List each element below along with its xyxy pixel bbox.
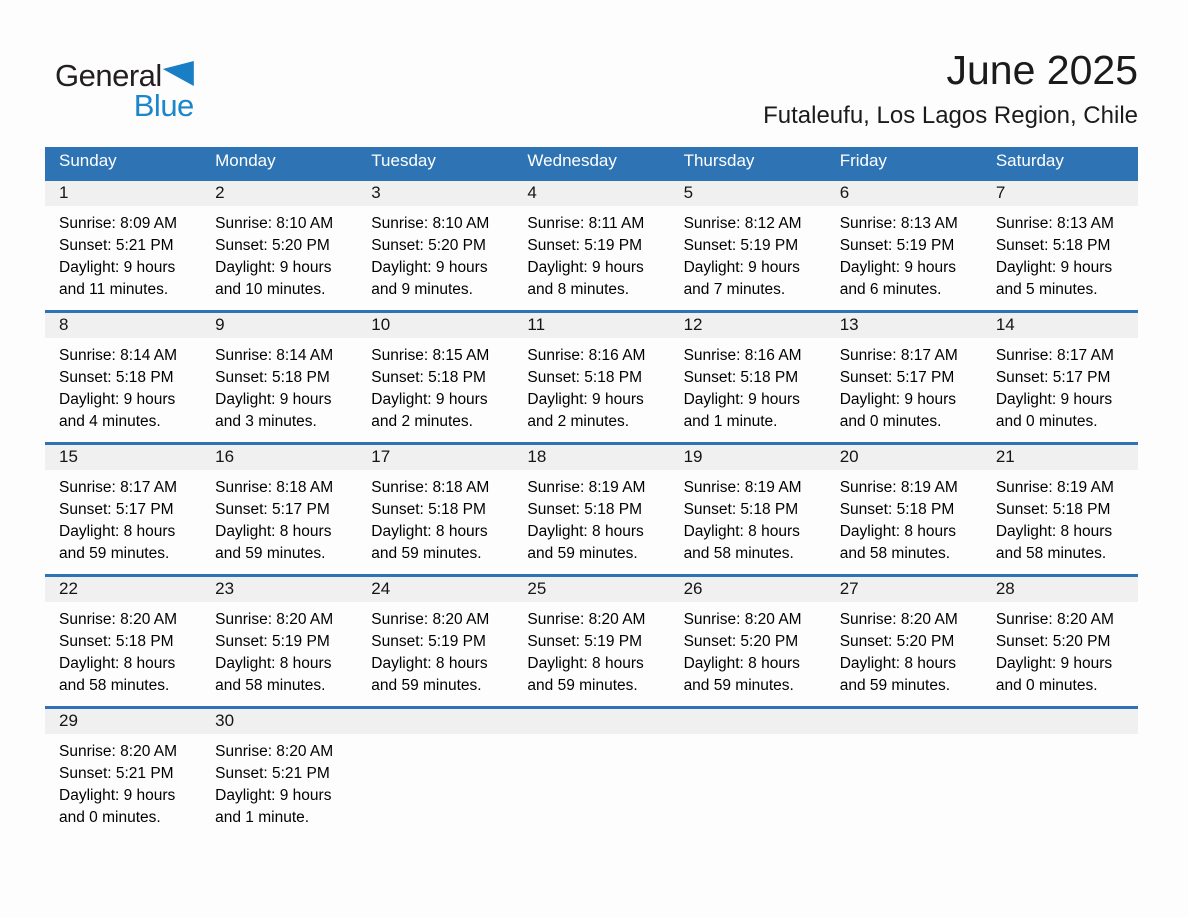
sunset-text: Sunset: 5:18 PM [59, 369, 174, 387]
sunrise-text: Sunrise: 8:15 AM [371, 347, 490, 365]
weekday-header-saturday: Saturday [982, 147, 1138, 179]
sunrise-text: Sunrise: 8:19 AM [995, 479, 1114, 497]
day-cell [826, 179, 982, 311]
logo-triangle-icon [163, 61, 194, 86]
daylight-text: Daylight: 9 hours and 2 minutes. [527, 391, 644, 431]
page-title: June 2025 [946, 47, 1138, 93]
day-number: 22 [45, 577, 201, 603]
daylight-text: Daylight: 9 hours and 0 minutes. [995, 655, 1113, 695]
day-details [670, 602, 826, 697]
sunrise-text: Sunrise: 8:20 AM [527, 611, 646, 629]
day-cell [513, 311, 669, 443]
day-details [201, 206, 357, 301]
daylight-text: Daylight: 9 hours and 8 minutes. [527, 259, 644, 299]
day-details [982, 338, 1138, 433]
day-number: 26 [670, 577, 826, 603]
day-cell [45, 179, 201, 311]
sunrise-text: Sunrise: 8:17 AM [839, 347, 958, 365]
daylight-text: Daylight: 8 hours and 59 minutes. [683, 655, 800, 695]
sunset-text: Sunset: 5:19 PM [683, 237, 799, 255]
daylight-text: Daylight: 9 hours and 1 minute. [683, 391, 800, 431]
day-details [357, 338, 513, 433]
sunrise-text: Sunrise: 8:20 AM [59, 743, 178, 761]
sunset-text: Sunset: 5:19 PM [215, 633, 330, 651]
day-number [357, 709, 513, 734]
day-number: 29 [45, 709, 201, 735]
sunset-text: Sunset: 5:21 PM [215, 765, 330, 783]
day-details [45, 338, 201, 433]
sunset-text: Sunset: 5:19 PM [527, 237, 643, 255]
calendar-table [45, 147, 1138, 839]
day-cell [826, 443, 982, 575]
day-number: 8 [45, 313, 201, 339]
sunset-text: Sunset: 5:21 PM [59, 765, 174, 783]
day-details [201, 602, 357, 697]
sunrise-text: Sunrise: 8:11 AM [527, 215, 645, 233]
empty-day-cell [670, 707, 826, 839]
sunset-text: Sunset: 5:20 PM [683, 633, 799, 651]
calendar-wrap [45, 147, 1138, 839]
sunrise-text: Sunrise: 8:10 AM [371, 215, 490, 233]
day-number: 20 [826, 445, 982, 471]
page-header [0, 0, 1188, 130]
day-cell [45, 443, 201, 575]
day-cell [201, 707, 357, 839]
day-details [826, 206, 982, 301]
day-details [826, 338, 982, 433]
sunrise-text: Sunrise: 8:20 AM [215, 611, 334, 629]
sunrise-text: Sunrise: 8:20 AM [59, 611, 178, 629]
day-details [826, 470, 982, 565]
day-cell [513, 575, 669, 707]
day-cell [45, 311, 201, 443]
daylight-text: Daylight: 9 hours and 10 minutes. [215, 259, 332, 299]
day-number: 24 [357, 577, 513, 603]
day-details [982, 470, 1138, 565]
daylight-text: Daylight: 8 hours and 59 minutes. [839, 655, 957, 695]
sunrise-text: Sunrise: 8:18 AM [371, 479, 490, 497]
sunset-text: Sunset: 5:18 PM [683, 501, 799, 519]
daylight-text: Daylight: 9 hours and 3 minutes. [215, 391, 332, 431]
day-details [45, 206, 201, 301]
sunrise-text: Sunrise: 8:16 AM [683, 347, 802, 365]
sunset-text: Sunset: 5:18 PM [215, 369, 330, 387]
day-number: 14 [982, 313, 1138, 339]
sunrise-text: Sunrise: 8:20 AM [995, 611, 1114, 629]
day-number: 4 [513, 181, 669, 207]
logo-blue-text: Blue [133, 88, 194, 123]
title-block [763, 42, 1138, 130]
sunset-text: Sunset: 5:17 PM [995, 369, 1111, 387]
daylight-text: Daylight: 9 hours and 9 minutes. [371, 259, 488, 299]
daylight-text: Daylight: 9 hours and 0 minutes. [839, 391, 957, 431]
daylight-text: Daylight: 8 hours and 59 minutes. [371, 655, 488, 695]
daylight-text: Daylight: 8 hours and 58 minutes. [215, 655, 332, 695]
weekday-header-row [45, 147, 1138, 179]
weekday-header-thursday: Thursday [670, 147, 826, 179]
weekday-header-sunday: Sunday [45, 147, 201, 179]
day-details [357, 602, 513, 697]
day-cell [357, 179, 513, 311]
day-details [513, 338, 669, 433]
sunset-text: Sunset: 5:17 PM [215, 501, 330, 519]
day-cell [982, 179, 1138, 311]
weekday-header-friday: Friday [826, 147, 982, 179]
logo-general-text: General [55, 58, 162, 93]
daylight-text: Daylight: 9 hours and 0 minutes. [59, 787, 176, 827]
day-number: 3 [357, 181, 513, 207]
day-number: 5 [670, 181, 826, 207]
empty-day-cell [982, 707, 1138, 839]
empty-day-cell [357, 707, 513, 839]
sunrise-text: Sunrise: 8:13 AM [995, 215, 1114, 233]
daylight-text: Daylight: 9 hours and 6 minutes. [839, 259, 957, 299]
sunset-text: Sunset: 5:18 PM [527, 369, 643, 387]
day-cell [45, 575, 201, 707]
sunrise-text: Sunrise: 8:18 AM [215, 479, 334, 497]
daylight-text: Daylight: 8 hours and 59 minutes. [527, 655, 644, 695]
daylight-text: Daylight: 9 hours and 0 minutes. [995, 391, 1113, 431]
daylight-text: Daylight: 8 hours and 59 minutes. [371, 523, 488, 563]
daylight-text: Daylight: 8 hours and 58 minutes. [995, 523, 1113, 563]
day-number: 19 [670, 445, 826, 471]
day-details [670, 338, 826, 433]
day-cell [201, 179, 357, 311]
daylight-text: Daylight: 9 hours and 1 minute. [215, 787, 332, 827]
day-number [670, 709, 826, 734]
day-number: 2 [201, 181, 357, 207]
day-number [982, 709, 1138, 734]
day-details [201, 734, 357, 829]
day-number: 21 [982, 445, 1138, 471]
day-details [201, 470, 357, 565]
day-details [45, 734, 201, 829]
day-details [45, 602, 201, 697]
sunset-text: Sunset: 5:17 PM [839, 369, 955, 387]
sunset-text: Sunset: 5:17 PM [59, 501, 174, 519]
day-cell [201, 575, 357, 707]
sunrise-text: Sunrise: 8:20 AM [215, 743, 334, 761]
day-cell [357, 575, 513, 707]
day-cell [201, 311, 357, 443]
empty-day-cell [826, 707, 982, 839]
sunset-text: Sunset: 5:19 PM [371, 633, 486, 651]
day-cell [982, 311, 1138, 443]
day-cell [982, 575, 1138, 707]
sunset-text: Sunset: 5:20 PM [995, 633, 1111, 651]
daylight-text: Daylight: 8 hours and 59 minutes. [59, 523, 176, 563]
sunrise-text: Sunrise: 8:14 AM [59, 347, 178, 365]
day-details [357, 470, 513, 565]
day-cell [357, 443, 513, 575]
daylight-text: Daylight: 8 hours and 59 minutes. [215, 523, 332, 563]
sunset-text: Sunset: 5:20 PM [215, 237, 330, 255]
daylight-text: Daylight: 9 hours and 11 minutes. [59, 259, 176, 299]
day-number: 12 [670, 313, 826, 339]
sunrise-text: Sunrise: 8:12 AM [683, 215, 802, 233]
day-cell [357, 311, 513, 443]
day-cell [670, 179, 826, 311]
day-number: 1 [45, 181, 201, 207]
day-details [513, 602, 669, 697]
sunrise-text: Sunrise: 8:19 AM [683, 479, 802, 497]
day-number: 6 [826, 181, 982, 207]
day-number: 7 [982, 181, 1138, 207]
day-details [357, 206, 513, 301]
sunset-text: Sunset: 5:18 PM [59, 633, 174, 651]
sunset-text: Sunset: 5:18 PM [995, 237, 1111, 255]
day-number: 13 [826, 313, 982, 339]
day-number: 27 [826, 577, 982, 603]
day-number: 11 [513, 313, 669, 339]
sunset-text: Sunset: 5:18 PM [683, 369, 799, 387]
day-details [670, 206, 826, 301]
day-number: 9 [201, 313, 357, 339]
day-cell [826, 575, 982, 707]
empty-day-cell [513, 707, 669, 839]
sunrise-text: Sunrise: 8:20 AM [683, 611, 802, 629]
day-cell [982, 443, 1138, 575]
sunrise-text: Sunrise: 8:13 AM [839, 215, 958, 233]
sunset-text: Sunset: 5:19 PM [839, 237, 955, 255]
page-location: Futaleufu, Los Lagos Region, Chile [763, 102, 1138, 130]
day-number: 10 [357, 313, 513, 339]
daylight-text: Daylight: 8 hours and 58 minutes. [839, 523, 957, 563]
logo-top-row [55, 60, 194, 91]
sunrise-text: Sunrise: 8:09 AM [59, 215, 178, 233]
sunset-text: Sunset: 5:19 PM [527, 633, 643, 651]
weekday-header-monday: Monday [201, 147, 357, 179]
sunset-text: Sunset: 5:21 PM [59, 237, 174, 255]
daylight-text: Daylight: 8 hours and 58 minutes. [683, 523, 800, 563]
day-cell [826, 311, 982, 443]
day-number [826, 709, 982, 734]
day-number: 15 [45, 445, 201, 471]
daylight-text: Daylight: 9 hours and 4 minutes. [59, 391, 176, 431]
sunrise-text: Sunrise: 8:19 AM [527, 479, 646, 497]
day-number: 17 [357, 445, 513, 471]
weekday-header-wednesday: Wednesday [513, 147, 669, 179]
day-number: 18 [513, 445, 669, 471]
day-details [201, 338, 357, 433]
day-number [513, 709, 669, 734]
sunrise-text: Sunrise: 8:14 AM [215, 347, 334, 365]
sunrise-text: Sunrise: 8:20 AM [371, 611, 490, 629]
sunset-text: Sunset: 5:20 PM [371, 237, 486, 255]
sunset-text: Sunset: 5:18 PM [839, 501, 955, 519]
daylight-text: Daylight: 9 hours and 5 minutes. [995, 259, 1113, 299]
day-details [513, 470, 669, 565]
daylight-text: Daylight: 9 hours and 2 minutes. [371, 391, 488, 431]
day-details [45, 470, 201, 565]
day-cell [670, 575, 826, 707]
day-cell [670, 443, 826, 575]
week-row [45, 707, 1138, 839]
day-cell [513, 443, 669, 575]
day-cell [670, 311, 826, 443]
sunrise-text: Sunrise: 8:19 AM [839, 479, 958, 497]
day-cell [201, 443, 357, 575]
daylight-text: Daylight: 9 hours and 7 minutes. [683, 259, 800, 299]
sunrise-text: Sunrise: 8:20 AM [839, 611, 958, 629]
day-details [826, 602, 982, 697]
daylight-text: Daylight: 8 hours and 58 minutes. [59, 655, 176, 695]
week-row [45, 443, 1138, 575]
day-number: 16 [201, 445, 357, 471]
week-row [45, 575, 1138, 707]
day-details [670, 470, 826, 565]
sunset-text: Sunset: 5:18 PM [371, 501, 486, 519]
day-cell [513, 179, 669, 311]
sunrise-text: Sunrise: 8:17 AM [59, 479, 178, 497]
day-cell [45, 707, 201, 839]
sunrise-text: Sunrise: 8:16 AM [527, 347, 646, 365]
sunset-text: Sunset: 5:18 PM [527, 501, 643, 519]
week-row [45, 179, 1138, 311]
day-number: 25 [513, 577, 669, 603]
day-number: 23 [201, 577, 357, 603]
sunrise-text: Sunrise: 8:10 AM [215, 215, 334, 233]
day-number: 30 [201, 709, 357, 735]
day-details [982, 602, 1138, 697]
sunset-text: Sunset: 5:20 PM [839, 633, 955, 651]
weekday-header-tuesday: Tuesday [357, 147, 513, 179]
day-details [982, 206, 1138, 301]
sunset-text: Sunset: 5:18 PM [371, 369, 486, 387]
sunset-text: Sunset: 5:18 PM [995, 501, 1111, 519]
day-number: 28 [982, 577, 1138, 603]
daylight-text: Daylight: 8 hours and 59 minutes. [527, 523, 644, 563]
general-blue-logo [55, 42, 194, 123]
sunrise-text: Sunrise: 8:17 AM [995, 347, 1114, 365]
day-details [513, 206, 669, 301]
week-row [45, 311, 1138, 443]
